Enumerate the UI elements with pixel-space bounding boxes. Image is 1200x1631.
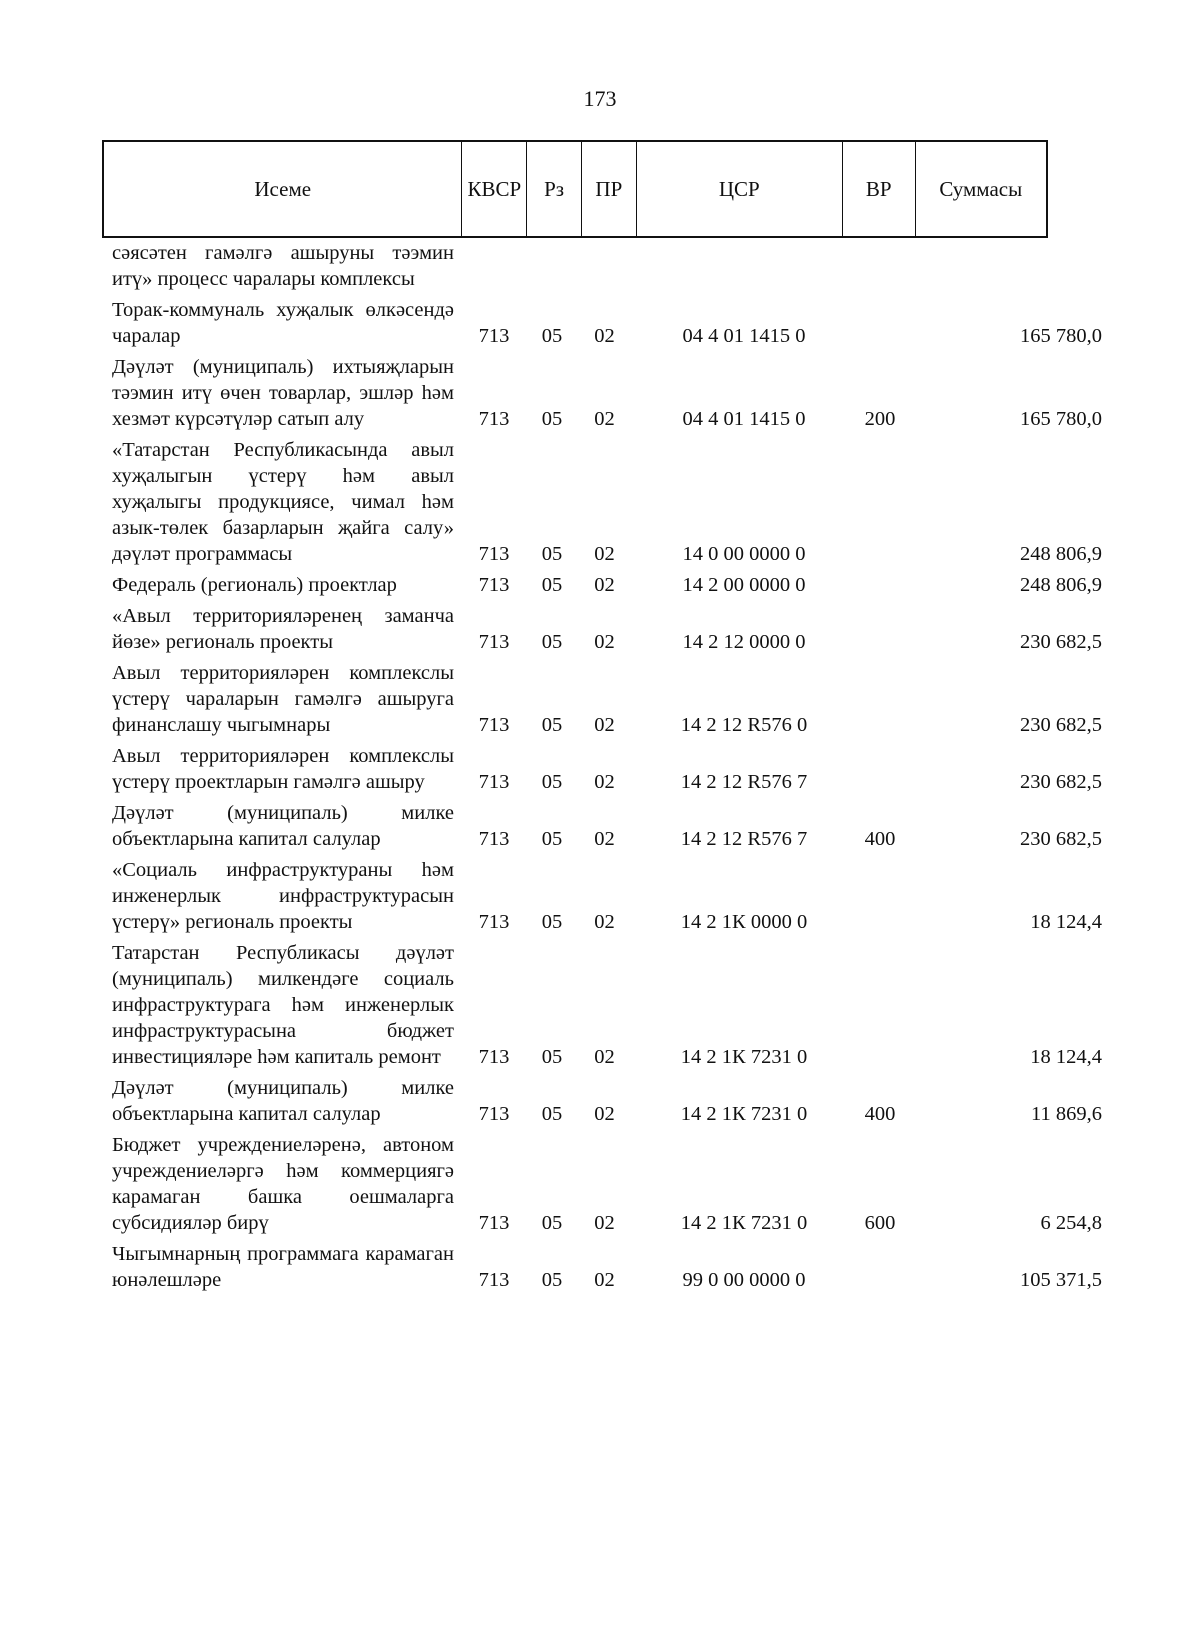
cell-pr: 02 [594,1212,615,1234]
cell-rz: 05 [541,1212,563,1234]
cell-name: Дәүләт (муниципаль) милке объектларына капитал салулар [112,1077,454,1125]
table-row [112,240,1102,292]
cell-sum: 248 806,9 [1020,574,1102,596]
cell-sum: 165 780,0 [1020,408,1102,430]
cell-rz: 05 [541,408,563,430]
cell-csr: 14 2 1К 7231 0 [680,1103,808,1125]
cell-kvsr: 713 [478,1046,510,1068]
header-kvsr: КВСР [462,142,527,236]
cell-sum: 105 371,5 [1020,1269,1102,1291]
cell-sum: 230 682,5 [1020,828,1102,850]
cell-kvsr: 713 [478,1103,510,1125]
header-csr: ЦСР [637,142,843,236]
cell-name: «Татарстан Республикасында авыл хуҗалыгын үстерү һәм авыл хуҗалыгы продукциясе, чимал һәм азык-төлек базарларын җайга салу» дәүләт программасы [112,439,454,565]
cell-name: сәясәтен гамәлгә ашыруны тәэмин итү» процесс чаралары комплексы [112,242,454,290]
cell-name: Торак-коммуналь хуҗалык өлкәсендә чаралар [112,299,454,347]
cell-rz: 05 [541,631,563,653]
cell-kvsr: 713 [478,714,510,736]
cell-pr: 02 [594,911,615,933]
table-row [112,603,1102,655]
cell-rz: 05 [541,1269,563,1291]
cell-rz: 05 [541,574,563,596]
cell-name: Авыл территорияләрен комплекслы үстерү проектларын гамәлгә ашыру [112,745,454,793]
table-header [102,140,1048,238]
cell-kvsr: 713 [478,1269,510,1291]
cell-kvsr: 713 [478,771,510,793]
cell-kvsr: 713 [478,574,510,596]
cell-pr: 02 [594,574,615,596]
cell-csr: 04 4 01 1415 0 [682,325,806,347]
cell-name: Татарстан Республикасы дәүләт (муниципаль) милкендәге социаль инфраструктурага һәм инженерлык инфраструктурасына бюджет инвестицияләре һәм капиталь ремонт [112,942,454,1068]
cell-csr: 14 2 12 R576 0 [680,714,808,736]
cell-rz: 05 [541,911,563,933]
cell-csr: 14 2 1К 7231 0 [680,1046,808,1068]
cell-sum: 18 124,4 [1030,1046,1102,1068]
header-rz: Рз [527,142,582,236]
cell-sum: 165 780,0 [1020,325,1102,347]
table-row [112,572,1102,598]
cell-name: Чыгымнарның программага карамаган юнәлешләре [112,1243,454,1291]
cell-kvsr: 713 [478,408,510,430]
table-row [112,354,1102,432]
cell-pr: 02 [594,408,615,430]
header-sum: Суммасы [939,176,1023,201]
cell-rz: 05 [541,828,563,850]
table-row [112,857,1102,935]
cell-rz: 05 [541,1103,563,1125]
table-row [112,743,1102,795]
table-row [112,1132,1102,1236]
cell-pr: 02 [594,1269,615,1291]
table-row [112,437,1102,567]
cell-name: Авыл территорияләрен комплекслы үстерү чараларын гамәлгә ашыруга финанслашу чыгымнары [112,662,454,736]
cell-csr: 99 0 00 0000 0 [682,1269,806,1291]
cell-name: «Социаль инфраструктураны һәм инженерлык инфраструктурасын үстерү» региональ проекты [112,859,454,933]
cell-rz: 05 [541,1046,563,1068]
table-row [112,660,1102,738]
cell-kvsr: 713 [478,911,510,933]
cell-pr: 02 [594,631,615,653]
cell-csr: 14 2 12 R576 7 [680,771,808,793]
cell-csr: 04 4 01 1415 0 [682,408,806,430]
cell-name: «Авыл территорияләренең заманча йөзе» региональ проекты [112,605,454,653]
table-row [112,940,1102,1070]
cell-pr: 02 [594,543,615,565]
cell-pr: 02 [594,325,615,347]
cell-csr: 14 2 1К 0000 0 [680,911,808,933]
cell-name: Дәүләт (муниципаль) ихтыяҗларын тәэмин итү өчен товарлар, эшләр һәм хезмәт күрсәтүләр сатып алу [112,356,454,430]
cell-kvsr: 713 [478,325,510,347]
table-row [112,297,1102,349]
cell-rz: 05 [541,771,563,793]
cell-sum: 6 254,8 [1040,1212,1102,1234]
cell-name: Федераль (региональ) проектлар [112,574,397,596]
cell-pr: 02 [594,771,615,793]
cell-pr: 02 [594,714,615,736]
cell-vr: 400 [864,1103,896,1125]
cell-sum: 248 806,9 [1020,543,1102,565]
cell-vr: 200 [864,408,896,430]
cell-name: Дәүләт (муниципаль) милке объектларына капитал салулар [112,802,454,850]
cell-csr: 14 2 12 R576 7 [680,828,808,850]
cell-pr: 02 [594,1103,615,1125]
cell-rz: 05 [541,714,563,736]
header-pr: ПР [582,142,637,236]
cell-kvsr: 713 [478,543,510,565]
cell-sum: 230 682,5 [1020,631,1102,653]
cell-kvsr: 713 [478,828,510,850]
cell-csr: 14 0 00 0000 0 [682,543,806,565]
cell-csr: 14 2 1К 7231 0 [680,1212,808,1234]
page-number: 173 [583,86,617,111]
cell-sum: 11 869,6 [1031,1103,1102,1125]
cell-vr: 600 [864,1212,896,1234]
cell-rz: 05 [541,325,563,347]
cell-name: Бюджет учреждениеләренә, автоном учреждениеләргә һәм коммерциягә карамаган башка оешмаларга субсидияләр бирү [112,1134,454,1234]
cell-sum: 18 124,4 [1030,911,1102,933]
cell-pr: 02 [594,1046,615,1068]
table-row [112,1075,1102,1127]
cell-kvsr: 713 [478,1212,510,1234]
cell-pr: 02 [594,828,615,850]
header-vr: ВР [843,142,916,236]
cell-sum: 230 682,5 [1020,771,1102,793]
cell-csr: 14 2 00 0000 0 [682,574,806,596]
cell-sum: 230 682,5 [1020,714,1102,736]
cell-csr: 14 2 12 0000 0 [682,631,806,653]
header-name: Исеме [104,142,462,236]
table-row [112,1241,1102,1293]
cell-vr: 400 [864,828,896,850]
cell-rz: 05 [541,543,563,565]
table-row [112,800,1102,852]
table-body [112,240,1102,1298]
cell-kvsr: 713 [478,631,510,653]
